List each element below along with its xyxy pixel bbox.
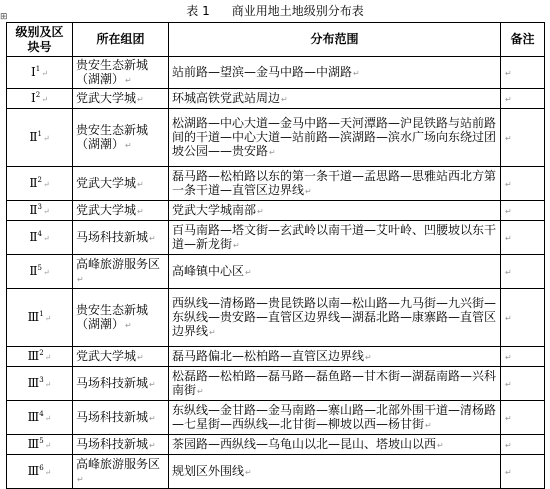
note-cell xyxy=(501,255,545,289)
paragraph-mark-icon: ↵ xyxy=(44,413,52,423)
paragraph-mark-icon: ↵ xyxy=(149,413,156,423)
grade-cell xyxy=(7,435,73,455)
paragraph-mark-icon: ↵ xyxy=(245,267,252,277)
range-cell xyxy=(169,435,501,455)
area-name: 马场科技新城 xyxy=(76,229,149,244)
paragraph-mark-icon: ↵ xyxy=(42,267,50,277)
note-cell xyxy=(501,221,545,255)
grade-level: Ⅱ xyxy=(29,263,38,278)
table-row xyxy=(7,109,545,167)
area-cell xyxy=(73,289,169,347)
grade-level: Ⅲ xyxy=(27,348,40,363)
range-cell xyxy=(169,289,501,347)
note-cell xyxy=(501,201,545,221)
area-cell xyxy=(73,255,169,289)
table-row xyxy=(7,289,545,347)
grade-cell xyxy=(7,109,73,167)
paragraph-mark-icon: ↵ xyxy=(505,352,512,362)
range-text: 松磊路—松柏路—磊马路—磊鱼路—甘木街—湖磊南路—兴科南街 xyxy=(172,368,497,397)
range-text: 磊马路—松柏路以东的第一条干道—孟思路—思雅站西北方第一条干道—直管区边界线 xyxy=(172,168,497,197)
range-text: 站前路—望滨—金马中路—中湖路 xyxy=(172,64,353,79)
block-number: 3 xyxy=(39,375,44,384)
grade-level: Ⅲ xyxy=(27,409,40,424)
area-name: 党武大学城 xyxy=(76,202,137,217)
area-cell xyxy=(73,167,169,201)
area-name: 贵安生态新城（湖潮） xyxy=(76,57,149,86)
paragraph-mark-icon: ↵ xyxy=(149,233,156,243)
area-cell xyxy=(73,221,169,255)
paragraph-mark-icon: ↵ xyxy=(365,352,372,362)
table-row xyxy=(7,221,545,255)
header-row xyxy=(7,23,545,57)
area-name: 党武大学城 xyxy=(76,175,137,190)
range-text: 松湖路—中心大道—金马中路—天河潭路—沪昆铁路与站前路间的干道—中心大道—站前路—滨湖路—滨水广场向东绕过团坡公园——贵安路 xyxy=(172,115,497,158)
range-cell xyxy=(169,167,501,201)
block-number: 4 xyxy=(37,229,42,238)
grade-cell xyxy=(7,167,73,201)
range-text: 规划区外围线 xyxy=(172,463,245,478)
range-cell xyxy=(169,255,501,289)
paragraph-mark-icon: ↵ xyxy=(505,379,512,389)
range-text: 东纵线—金甘路—金马南路—寨山路—北部外围干道—清杨路—七星街—西纵线—北甘街—柳坡以西—杨甘街 xyxy=(172,402,497,431)
paragraph-mark-icon: ↵ xyxy=(505,179,512,189)
paragraph-mark-icon: ↵ xyxy=(44,440,52,450)
paragraph-mark-icon: ↵ xyxy=(233,240,240,250)
block-number: 2 xyxy=(37,175,42,184)
grade-cell xyxy=(7,255,73,289)
header-note: 备注 xyxy=(501,23,545,57)
table-row xyxy=(7,367,545,401)
range-text: 茶园路—西纵线—乌龟山以北—昆山、塔坡山以西 xyxy=(172,436,437,451)
range-text: 百马南路—塔文街—玄武岭以南干道—艾叶岭、凹腰坡以东干道—新龙街 xyxy=(172,222,497,251)
area-name: 党武大学城 xyxy=(76,348,137,363)
grade-cell xyxy=(7,347,73,367)
range-cell xyxy=(169,401,501,435)
grade-level: Ⅲ xyxy=(27,436,40,451)
paragraph-mark-icon: ↵ xyxy=(505,68,512,78)
paragraph-mark-icon: ↵ xyxy=(41,68,48,78)
paragraph-mark-icon: ↵ xyxy=(77,274,84,284)
grade-level: Ⅲ xyxy=(27,463,40,478)
area-name: 马场科技新城 xyxy=(76,409,149,424)
range-cell xyxy=(169,89,501,109)
table-row xyxy=(7,255,545,289)
range-cell xyxy=(169,57,501,89)
grade-cell xyxy=(7,57,73,89)
area-cell xyxy=(73,367,169,401)
land-grade-table xyxy=(6,22,545,489)
header-grade: 级别及区块号 xyxy=(7,23,73,57)
range-text: 西纵线—清杨路—贵昆铁路以南—松山路—九马街—九兴街—东纵线—贵安路—直管区边界线—湖磊北路—康寨路—直管区边界线 xyxy=(172,295,497,338)
paragraph-mark-icon: ↵ xyxy=(42,179,50,189)
grade-cell xyxy=(7,401,73,435)
paragraph-mark-icon: ↵ xyxy=(137,94,144,104)
note-cell xyxy=(501,289,545,347)
grade-level: Ⅰ xyxy=(31,90,36,105)
paragraph-mark-icon: ↵ xyxy=(353,68,360,78)
area-cell xyxy=(73,109,169,167)
paragraph-mark-icon: ↵ xyxy=(125,140,132,150)
table-row xyxy=(7,401,545,435)
paragraph-mark-icon: ↵ xyxy=(44,379,52,389)
grade-cell xyxy=(7,289,73,347)
table-row xyxy=(7,201,545,221)
range-cell xyxy=(169,455,501,489)
note-cell xyxy=(501,109,545,167)
paragraph-mark-icon: ↵ xyxy=(77,474,84,484)
paragraph-mark-icon: ↵ xyxy=(505,313,512,323)
caption-title: 商业用地土地级别分布表 xyxy=(231,4,364,18)
grade-level: Ⅲ xyxy=(27,309,40,324)
paragraph-mark-icon: ↵ xyxy=(125,320,132,330)
area-cell xyxy=(73,201,169,221)
table-row xyxy=(7,167,545,201)
note-cell xyxy=(501,347,545,367)
paragraph-mark-icon: ↵ xyxy=(245,467,252,477)
paragraph-mark-icon: ↵ xyxy=(505,467,512,477)
paragraph-mark-icon: ↵ xyxy=(505,440,512,450)
grade-level: Ⅱ xyxy=(29,129,38,144)
range-cell xyxy=(169,347,501,367)
header-area: 所在组团 xyxy=(73,23,169,57)
paragraph-mark-icon: ↵ xyxy=(505,206,512,216)
area-cell xyxy=(73,435,169,455)
block-number: 5 xyxy=(39,436,44,445)
paragraph-mark-icon: ↵ xyxy=(197,386,204,396)
block-number: 2 xyxy=(35,90,41,99)
paragraph-mark-icon: ↵ xyxy=(42,233,50,243)
range-text: 高峰镇中心区 xyxy=(172,263,245,278)
paragraph-mark-icon: ↵ xyxy=(305,186,312,196)
grade-cell xyxy=(7,89,73,109)
note-cell xyxy=(501,89,545,109)
table-body xyxy=(7,57,545,489)
area-name: 贵安生态新城（湖潮） xyxy=(76,122,149,151)
grade-level: Ⅱ xyxy=(29,202,38,217)
block-number: 3 xyxy=(37,202,42,211)
table-row xyxy=(7,455,545,489)
paragraph-mark-icon: ↵ xyxy=(257,206,264,216)
area-name: 贵安生态新城（湖潮） xyxy=(76,302,149,331)
paragraph-mark-icon: ↵ xyxy=(42,133,50,143)
note-cell xyxy=(501,435,545,455)
table-row xyxy=(7,435,545,455)
note-cell xyxy=(501,367,545,401)
area-name: 马场科技新城 xyxy=(76,375,149,390)
caption-number: 表 1 xyxy=(186,4,210,18)
paragraph-mark-icon: ↵ xyxy=(505,133,512,143)
range-text: 党武大学城南部 xyxy=(172,202,257,217)
range-cell xyxy=(169,367,501,401)
area-cell xyxy=(73,401,169,435)
grade-level: Ⅱ xyxy=(29,175,38,190)
paragraph-mark-icon: ↵ xyxy=(137,206,144,216)
block-number: 2 xyxy=(39,348,44,357)
paragraph-mark-icon: ↵ xyxy=(209,327,216,337)
table-row xyxy=(7,89,545,109)
note-cell xyxy=(501,167,545,201)
range-text: 环城高铁党武站周边 xyxy=(172,90,281,105)
block-number: 1 xyxy=(35,64,41,73)
grade-cell xyxy=(7,367,73,401)
area-cell xyxy=(73,347,169,367)
grade-cell xyxy=(7,201,73,221)
paragraph-mark-icon: ↵ xyxy=(505,413,512,423)
block-number: 1 xyxy=(37,129,42,138)
grade-cell xyxy=(7,455,73,489)
paragraph-mark-icon: ↵ xyxy=(149,379,156,389)
area-cell xyxy=(73,455,169,489)
paragraph-mark-icon: ↵ xyxy=(125,75,132,85)
paragraph-mark-icon: ↵ xyxy=(437,440,444,450)
area-name: 高峰旅游服务区 xyxy=(76,256,161,271)
paragraph-mark-icon: ↵ xyxy=(505,267,512,277)
paragraph-mark-icon: ↵ xyxy=(44,352,52,362)
grade-level: Ⅲ xyxy=(27,375,40,390)
cell-marker-icon: ⊞ xyxy=(0,12,8,22)
paragraph-mark-icon: ↵ xyxy=(505,233,512,243)
area-name: 党武大学城 xyxy=(76,90,137,105)
table-caption xyxy=(0,3,550,19)
area-name: 高峰旅游服务区 xyxy=(76,456,161,471)
note-cell xyxy=(501,57,545,89)
paragraph-mark-icon: ↵ xyxy=(44,313,52,323)
paragraph-mark-icon: ↵ xyxy=(42,206,50,216)
note-cell xyxy=(501,401,545,435)
area-name: 马场科技新城 xyxy=(76,436,149,451)
paragraph-mark-icon: ↵ xyxy=(269,147,276,157)
table-row xyxy=(7,347,545,367)
block-number: 4 xyxy=(39,409,44,418)
block-number: 1 xyxy=(39,309,44,318)
table-row xyxy=(7,57,545,89)
range-text: 磊马路偏北—松柏路—直管区边界线 xyxy=(172,348,365,363)
header-range: 分布范围 xyxy=(169,23,501,57)
note-cell xyxy=(501,455,545,489)
paragraph-mark-icon: ↵ xyxy=(137,352,144,362)
range-cell xyxy=(169,201,501,221)
range-cell xyxy=(169,221,501,255)
paragraph-mark-icon: ↵ xyxy=(44,467,52,477)
block-number: 6 xyxy=(39,463,44,472)
area-cell xyxy=(73,89,169,109)
range-cell xyxy=(169,109,501,167)
paragraph-mark-icon: ↵ xyxy=(137,179,144,189)
paragraph-mark-icon: ↵ xyxy=(281,94,288,104)
grade-level: Ⅰ xyxy=(31,64,36,79)
grade-cell xyxy=(7,221,73,255)
block-number: 5 xyxy=(37,263,42,272)
area-cell xyxy=(73,57,169,89)
paragraph-mark-icon: ↵ xyxy=(425,420,432,430)
paragraph-mark-icon: ↵ xyxy=(505,94,512,104)
grade-level: Ⅱ xyxy=(29,229,38,244)
paragraph-mark-icon: ↵ xyxy=(41,94,48,104)
paragraph-mark-icon: ↵ xyxy=(149,440,156,450)
